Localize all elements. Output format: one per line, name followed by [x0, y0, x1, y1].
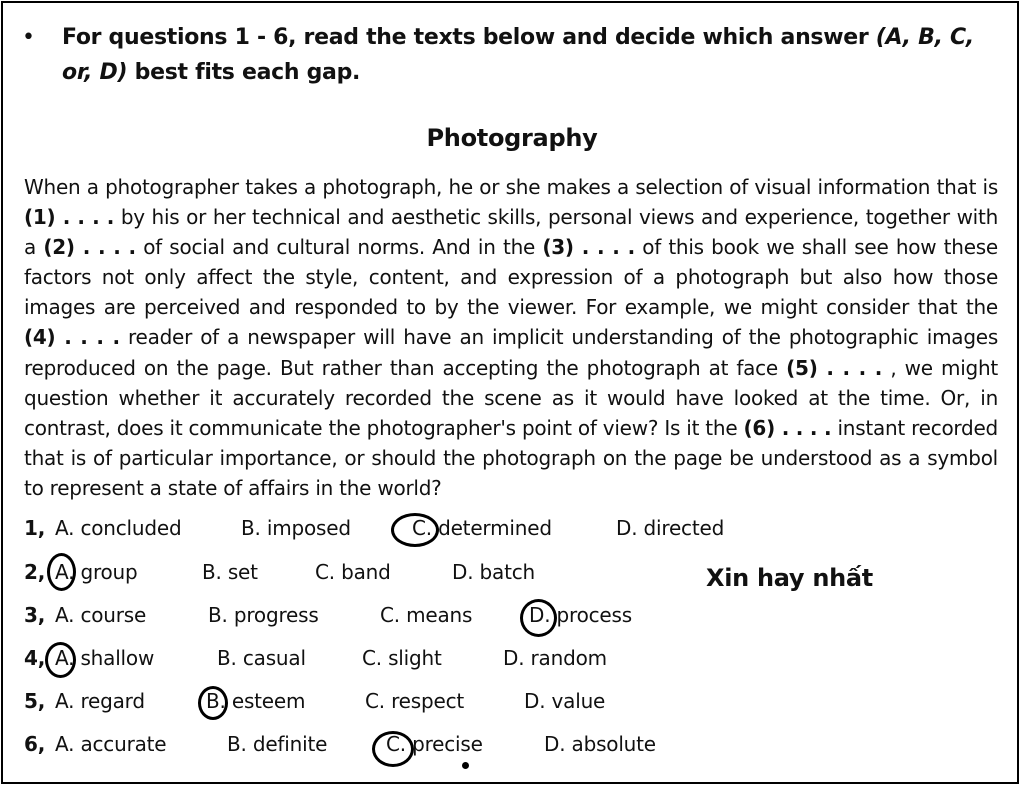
answer-row-4 — [0, 646, 1024, 676]
bullet: • — [22, 25, 35, 50]
gap-2: (2) . . . . — [43, 235, 136, 260]
option-d: D. random — [503, 646, 607, 670]
instruction — [22, 20, 1002, 90]
option-a: A. shallow — [55, 646, 155, 670]
question-number: 2, — [24, 560, 46, 584]
option-b: B. esteem — [206, 689, 306, 713]
answer-row-3 — [0, 603, 1024, 633]
option-a: A. group — [55, 560, 138, 584]
option-d: D. process — [529, 603, 632, 627]
instruction-options: (A, B, C, or, D) — [62, 25, 974, 85]
question-number: 3, — [24, 603, 46, 627]
question-number: 4, — [24, 646, 46, 670]
option-c: C. band — [315, 560, 391, 584]
option-c: C. slight — [362, 646, 442, 670]
option-c: C. respect — [365, 689, 465, 713]
option-d: D. absolute — [544, 732, 656, 756]
option-a: A. concluded — [55, 516, 182, 540]
option-a: A. course — [55, 603, 147, 627]
option-d: D. value — [524, 689, 606, 713]
answer-row-5 — [0, 689, 1024, 719]
answer-row-6 — [0, 732, 1024, 762]
passage-text: When a photographer takes a photograph, he or she makes a selection of visual information that is (1) . . . . by his or her technical and aesthetic skills, personal views and experience, together with a (2) . . . . of social and cultural norms. And in the (3) . . . . of this book we shall see how these factors not only affect the style, content, and expression of a photograph but also how those images are perceived and responded to by the viewer. For example, we might consider that the (4) . . . . reader of a newspaper will have an implicit understanding of the photographic images reproduced on the page. But rather than accepting the photograph at face (5) . . . . , we might question whether it accurately recorded the scene as it would have looked at the time. Or, in contrast, does it communicate the photographer's point of view? Is it the (6) . . . . instant recorded that is of particular importance, or should the photograph on the page be understood as a symbol to represent a state of affairs in the world? — [24, 175, 999, 500]
passage-title: Photography — [426, 124, 598, 152]
option-c: C. precise — [386, 732, 483, 756]
question-number: 6, — [24, 732, 46, 756]
gap-4: (4) . . . . — [24, 325, 120, 350]
gap-3: (3) . . . . — [542, 235, 635, 260]
option-b: B. definite — [227, 732, 328, 756]
instruction-text: For questions 1 - 6, read the texts below and decide which answer (A, B, C, or, D) best fits each gap. — [62, 25, 974, 85]
question-number: 5, — [24, 689, 46, 713]
gap-5: (5) . . . . — [786, 355, 883, 380]
option-c: C. determined — [412, 516, 552, 540]
gap-1: (1) . . . . — [24, 205, 115, 230]
stray-dot — [462, 762, 469, 769]
option-b: B. set — [202, 560, 258, 584]
question-number: 1, — [24, 516, 46, 540]
gap-6: (6) . . . . — [743, 415, 832, 440]
answer-row-1 — [0, 516, 1024, 546]
handwritten-note: Xin hay nhất — [706, 564, 873, 592]
option-d: D. directed — [616, 516, 725, 540]
option-d: D. batch — [452, 560, 535, 584]
option-b: B. casual — [217, 646, 306, 670]
option-a: A. regard — [55, 689, 145, 713]
option-b: B. imposed — [241, 516, 351, 540]
option-b: B. progress — [208, 603, 319, 627]
option-a: A. accurate — [55, 732, 167, 756]
option-c: C. means — [380, 603, 473, 627]
